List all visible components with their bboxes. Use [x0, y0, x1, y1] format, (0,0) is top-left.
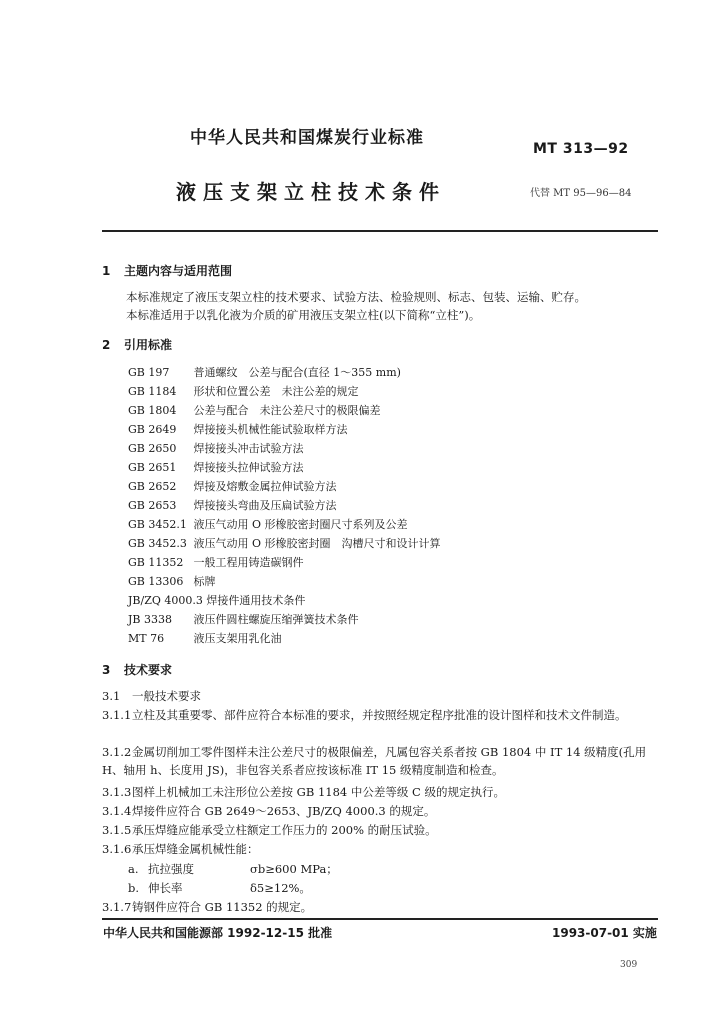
section-number: 2 — [102, 338, 111, 352]
reference-code: GB 1184 — [128, 385, 177, 398]
property-item — [128, 880, 311, 896]
reference-item — [128, 554, 304, 570]
reference-item — [128, 459, 304, 475]
property-label: a. — [128, 862, 139, 876]
reference-name: 焊接接头机械性能试验取样方法 — [193, 423, 348, 436]
property-name: 伸长率 — [148, 881, 183, 895]
clause-text: 金属切削加工零件图样未注公差尺寸的极限偏差，凡属包容关系者按 GB 1804 中 IT 14 级精度(孔用 H、轴用 h、长度用 JS)，非包容关系者应按该标准 IT 15 级精度制造和检查。 — [102, 745, 647, 777]
reference-name: 一般工程用铸造碳钢件 — [193, 556, 304, 569]
reference-code: JB 3338 — [128, 613, 172, 626]
reference-code: GB 197 — [128, 366, 170, 379]
clause-item — [102, 803, 435, 819]
section-number: 1 — [102, 264, 111, 278]
reference-code: GB 2649 — [128, 423, 177, 436]
document-title: 液压支架立柱技术条件 — [176, 180, 446, 204]
clause-item — [102, 743, 658, 779]
reference-code: GB 2652 — [128, 480, 177, 493]
section-1-heading — [102, 262, 232, 279]
reference-item — [128, 478, 337, 494]
section-number: 3 — [102, 663, 111, 677]
clause-item — [102, 784, 505, 800]
reference-item — [128, 383, 359, 399]
reference-name: 液压件圆柱螺旋压缩弹簧技术条件 — [193, 613, 359, 626]
clause-text: 焊接件应符合 GB 2649～2653、JB/ZQ 4000.3 的规定。 — [132, 804, 436, 818]
section-title: 主题内容与适用范围 — [124, 264, 233, 278]
property-value: σb≥600 MPa； — [250, 862, 338, 876]
reference-code: GB 11352 — [128, 556, 184, 569]
reference-item — [128, 421, 348, 437]
property-value: δ5≥12%。 — [250, 881, 311, 895]
effective-date: 1993-07-01 实施 — [552, 926, 657, 940]
clause-number: 3.1.5 — [102, 823, 132, 837]
section-title: 引用标准 — [124, 338, 173, 352]
reference-item — [128, 535, 441, 551]
clause-text: 铸钢件应符合 GB 11352 的规定。 — [132, 900, 313, 914]
reference-item — [128, 611, 359, 627]
clause-text: 承压焊缝金属机械性能： — [132, 842, 259, 856]
page-number: 309 — [620, 960, 638, 970]
reference-name: 焊接接头弯曲及压扁试验方法 — [193, 499, 337, 512]
reference-code: GB 2653 — [128, 499, 177, 512]
reference-code: GB 13306 — [128, 575, 184, 588]
standard-code: MT 313—92 — [533, 141, 629, 157]
replaces-note: 代替 MT 95—96—84 — [530, 188, 632, 199]
reference-name: 标牌 — [193, 575, 216, 588]
section-1-paragraph: 本标准适用于以乳化液为介质的矿用液压支架立柱(以下简称“立柱”)。 — [126, 308, 481, 322]
reference-name: 普通螺纹 公差与配合(直径 1～355 mm) — [193, 366, 401, 379]
clause-text: 图样上机械加工未注形位公差按 GB 1184 中公差等级 C 级的规定执行。 — [132, 785, 505, 799]
reference-item — [128, 592, 305, 608]
reference-name: 液压支架用乳化油 — [193, 632, 282, 645]
section-1-paragraph: 本标准规定了液压支架立柱的技术要求、试验方法、检验规则、标志、包装、运输、贮存。 — [126, 290, 586, 304]
clause-item — [102, 899, 312, 915]
reference-item — [128, 402, 381, 418]
clause-text: 承压焊缝应能承受立柱额定工作压力的 200% 的耐压试验。 — [132, 823, 437, 837]
section-3-heading — [102, 661, 172, 678]
reference-code: MT 76 — [128, 632, 165, 645]
reference-name: 焊接件通用技术条件 — [206, 594, 306, 607]
section-title: 技术要求 — [124, 663, 173, 677]
reference-name: 焊接接头拉伸试验方法 — [193, 461, 304, 474]
clause-number: 3.1.7 — [102, 900, 132, 914]
reference-name: 焊接及熔敷金属拉伸试验方法 — [193, 480, 337, 493]
clause-number: 3.1.3 — [102, 785, 132, 799]
reference-code: GB 3452.1 — [128, 518, 187, 531]
clause-number: 3.1 — [102, 689, 121, 703]
property-item — [128, 861, 338, 877]
reference-code: GB 2651 — [128, 461, 177, 474]
section-2-heading — [102, 336, 172, 353]
property-name: 抗拉强度 — [148, 862, 194, 876]
reference-code: GB 1804 — [128, 404, 177, 417]
clause-text: 一般技术要求 — [132, 689, 201, 703]
reference-name: 液压气动用 O 形橡胶密封圈尺寸系列及公差 — [193, 518, 408, 531]
header-divider — [102, 230, 658, 232]
clause-item — [102, 841, 259, 857]
clause-item — [102, 822, 437, 838]
clause-item — [102, 688, 201, 704]
reference-name: 焊接接头冲击试验方法 — [193, 442, 304, 455]
clause-item — [102, 706, 658, 724]
reference-item — [128, 573, 216, 589]
reference-item — [128, 516, 408, 532]
reference-item — [128, 630, 282, 646]
reference-name: 液压气动用 O 形橡胶密封圈 沟槽尺寸和设计计算 — [193, 537, 441, 550]
reference-code: JB/ZQ 4000.3 — [128, 594, 203, 607]
reference-code: GB 3452.3 — [128, 537, 187, 550]
standard-organization: 中华人民共和国煤炭行业标准 — [190, 128, 424, 148]
reference-item — [128, 364, 401, 380]
reference-name: 形状和位置公差 未注公差的规定 — [193, 385, 359, 398]
footer-divider — [102, 918, 658, 920]
clause-text: 立柱及其重要零、部件应符合本标准的要求，并按照经规定程序批准的设计图样和技术文件制造。 — [132, 708, 627, 722]
property-label: b. — [128, 881, 140, 895]
reference-name: 公差与配合 未注公差尺寸的极限偏差 — [193, 404, 381, 417]
reference-item — [128, 440, 304, 456]
clause-number: 3.1.1 — [102, 708, 132, 722]
clause-number: 3.1.2 — [102, 745, 132, 759]
approval-issuer: 中华人民共和国能源部 1992-12-15 批准 — [103, 926, 333, 940]
reference-item — [128, 497, 337, 513]
clause-number: 3.1.6 — [102, 842, 132, 856]
clause-number: 3.1.4 — [102, 804, 132, 818]
reference-code: GB 2650 — [128, 442, 177, 455]
